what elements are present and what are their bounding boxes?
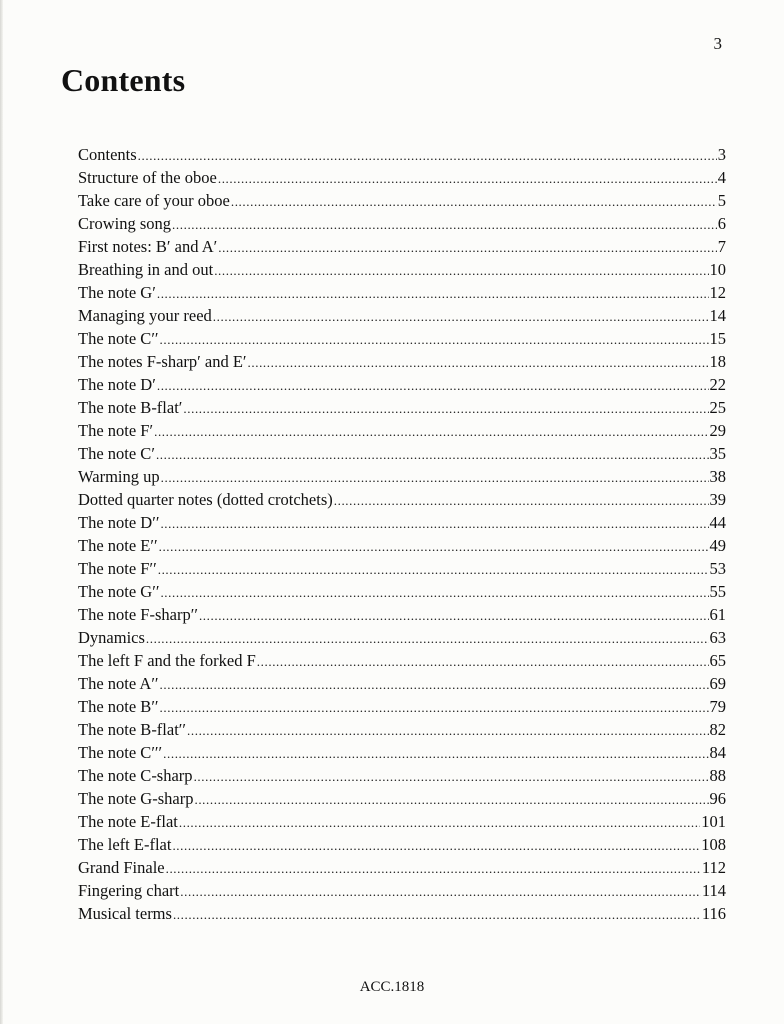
toc-dot-leader: [172, 212, 717, 236]
toc-entry: [78, 281, 726, 304]
toc-entry: [78, 465, 726, 488]
toc-entry-title: Musical terms: [78, 904, 172, 923]
toc-entry-title: The note E′′: [78, 536, 158, 555]
toc-entry-title: Managing your reed: [78, 306, 212, 325]
toc-entry-title: The note D′: [78, 375, 156, 394]
toc-entry-page: 49: [709, 536, 726, 555]
toc-entry: [78, 143, 726, 166]
toc-entry: [78, 419, 726, 442]
toc-entry-title: The note C′: [78, 444, 155, 463]
toc-dot-leader: [214, 258, 708, 282]
toc-entry: [78, 902, 726, 925]
toc-entry-page: 4: [717, 168, 726, 187]
toc-dot-leader: [218, 235, 717, 259]
toc-entry: [78, 833, 726, 856]
toc-entry: [78, 258, 726, 281]
toc-entry-title: The note B′′: [78, 697, 159, 716]
toc-dot-leader: [173, 902, 701, 926]
toc-dot-leader: [180, 879, 701, 903]
toc-entry: [78, 672, 726, 695]
toc-dot-leader: [183, 396, 708, 420]
toc-entry-title: The note F′′: [78, 559, 157, 578]
page-title: Contents: [61, 62, 186, 98]
toc-entry: [78, 856, 726, 879]
table-of-contents: [78, 143, 726, 925]
toc-entry: [78, 649, 726, 672]
toc-entry: [78, 695, 726, 718]
toc-entry-title: The note G′: [78, 283, 156, 302]
toc-entry-page: 65: [709, 651, 726, 670]
toc-entry: [78, 327, 726, 350]
toc-dot-leader: [213, 304, 709, 328]
toc-entry-title: Contents: [78, 145, 137, 164]
toc-entry-page: 84: [709, 743, 726, 762]
toc-entry-title: The note D′′: [78, 513, 160, 532]
toc-entry-title: The note A′′: [78, 674, 159, 693]
toc-entry-title: The left E-flat: [78, 835, 172, 854]
toc-entry-page: 101: [701, 812, 726, 831]
toc-dot-leader: [158, 557, 709, 581]
toc-dot-leader: [160, 327, 709, 351]
toc-entry: [78, 212, 726, 235]
toc-dot-leader: [172, 833, 700, 857]
toc-entry-page: 112: [701, 858, 726, 877]
toc-entry: [78, 741, 726, 764]
toc-dot-leader: [154, 419, 708, 443]
toc-entry-title: The left F and the forked F: [78, 651, 256, 670]
toc-entry-title: The note B-flat′′: [78, 720, 187, 739]
toc-entry: [78, 603, 726, 626]
toc-entry-page: 44: [709, 513, 726, 532]
toc-entry-page: 79: [709, 697, 726, 716]
toc-entry-page: 25: [709, 398, 726, 417]
toc-dot-leader: [138, 143, 717, 167]
toc-entry-title: The note G-sharp: [78, 789, 194, 808]
toc-entry-title: Fingering chart: [78, 881, 180, 900]
toc-dot-leader: [160, 695, 709, 719]
toc-entry: [78, 879, 726, 902]
toc-entry: [78, 764, 726, 787]
toc-entry-title: The note E-flat: [78, 812, 178, 831]
toc-entry: [78, 442, 726, 465]
toc-entry-title: Dotted quarter notes (dotted crotchets): [78, 490, 333, 509]
toc-dot-leader: [160, 672, 709, 696]
toc-dot-leader: [231, 189, 717, 213]
toc-entry-page: 69: [709, 674, 726, 693]
toc-entry-page: 10: [709, 260, 726, 279]
toc-entry: [78, 166, 726, 189]
toc-dot-leader: [257, 649, 709, 673]
toc-entry-title: The note C′′: [78, 329, 159, 348]
toc-entry-title: First notes: B′ and A′: [78, 237, 218, 256]
toc-entry-page: 22: [709, 375, 726, 394]
toc-dot-leader: [157, 373, 709, 397]
toc-dot-leader: [187, 718, 708, 742]
catalog-code: ACC.1818: [359, 979, 425, 995]
toc-dot-leader: [179, 810, 700, 834]
toc-dot-leader: [166, 856, 701, 880]
toc-dot-leader: [334, 488, 709, 512]
toc-dot-leader: [194, 764, 709, 788]
toc-entry-title: The notes F-sharp′ and E′: [78, 352, 247, 371]
toc-dot-leader: [156, 442, 709, 466]
toc-entry: [78, 718, 726, 741]
toc-entry-page: 18: [709, 352, 726, 371]
toc-entry-page: 5: [717, 191, 726, 210]
toc-entry-page: 3: [717, 145, 726, 164]
toc-entry-title: The note F-sharp′′: [78, 605, 198, 624]
page-edge: [0, 0, 3, 1024]
toc-entry-page: 7: [717, 237, 726, 256]
toc-dot-leader: [157, 281, 709, 305]
toc-entry: [78, 810, 726, 833]
toc-dot-leader: [218, 166, 717, 190]
toc-entry-title: Take care of your oboe: [78, 191, 230, 210]
toc-entry-page: 15: [709, 329, 726, 348]
toc-entry-page: 29: [709, 421, 726, 440]
toc-entry-title: Structure of the oboe: [78, 168, 217, 187]
toc-entry-page: 14: [709, 306, 726, 325]
toc-entry-title: Crowing song: [78, 214, 172, 233]
toc-entry-page: 82: [709, 720, 726, 739]
toc-dot-leader: [161, 465, 709, 489]
toc-entry-page: 108: [701, 835, 726, 854]
toc-entry-title: Warming up: [78, 467, 160, 486]
toc-entry-title: Breathing in and out: [78, 260, 214, 279]
toc-dot-leader: [248, 350, 709, 374]
toc-entry: [78, 511, 726, 534]
toc-entry-title: The note B-flat′: [78, 398, 183, 417]
toc-entry-title: The note C-sharp: [78, 766, 193, 785]
toc-entry-page: 114: [701, 881, 726, 900]
toc-entry-page: 63: [709, 628, 726, 647]
toc-entry-page: 35: [709, 444, 726, 463]
toc-entry: [78, 350, 726, 373]
toc-dot-leader: [199, 603, 709, 627]
toc-entry: [78, 534, 726, 557]
toc-entry: [78, 235, 726, 258]
toc-entry-page: 61: [709, 605, 726, 624]
toc-entry-page: 53: [709, 559, 726, 578]
toc-entry: [78, 373, 726, 396]
toc-entry: [78, 189, 726, 212]
toc-entry-page: 12: [709, 283, 726, 302]
toc-dot-leader: [160, 511, 708, 535]
toc-entry-page: 88: [709, 766, 726, 785]
toc-dot-leader: [146, 626, 709, 650]
toc-entry: [78, 488, 726, 511]
toc-entry-title: The note G′′: [78, 582, 160, 601]
toc-dot-leader: [159, 534, 709, 558]
toc-entry: [78, 580, 726, 603]
toc-entry: [78, 787, 726, 810]
toc-dot-leader: [160, 580, 708, 604]
toc-entry: [78, 396, 726, 419]
toc-entry-page: 96: [709, 789, 726, 808]
toc-entry-page: 55: [709, 582, 726, 601]
toc-entry-title: The note C′′′: [78, 743, 163, 762]
toc-entry-page: 6: [717, 214, 726, 233]
toc-dot-leader: [194, 787, 708, 811]
toc-entry-title: The note F′: [78, 421, 154, 440]
toc-entry-title: Dynamics: [78, 628, 145, 647]
toc-entry-title: Grand Finale: [78, 858, 165, 877]
toc-entry: [78, 626, 726, 649]
toc-dot-leader: [163, 741, 708, 765]
toc-entry: [78, 557, 726, 580]
toc-entry-page: 116: [701, 904, 726, 923]
toc-entry-page: 38: [709, 467, 726, 486]
toc-entry: [78, 304, 726, 327]
toc-entry-page: 39: [709, 490, 726, 509]
page-number: 3: [713, 34, 722, 53]
